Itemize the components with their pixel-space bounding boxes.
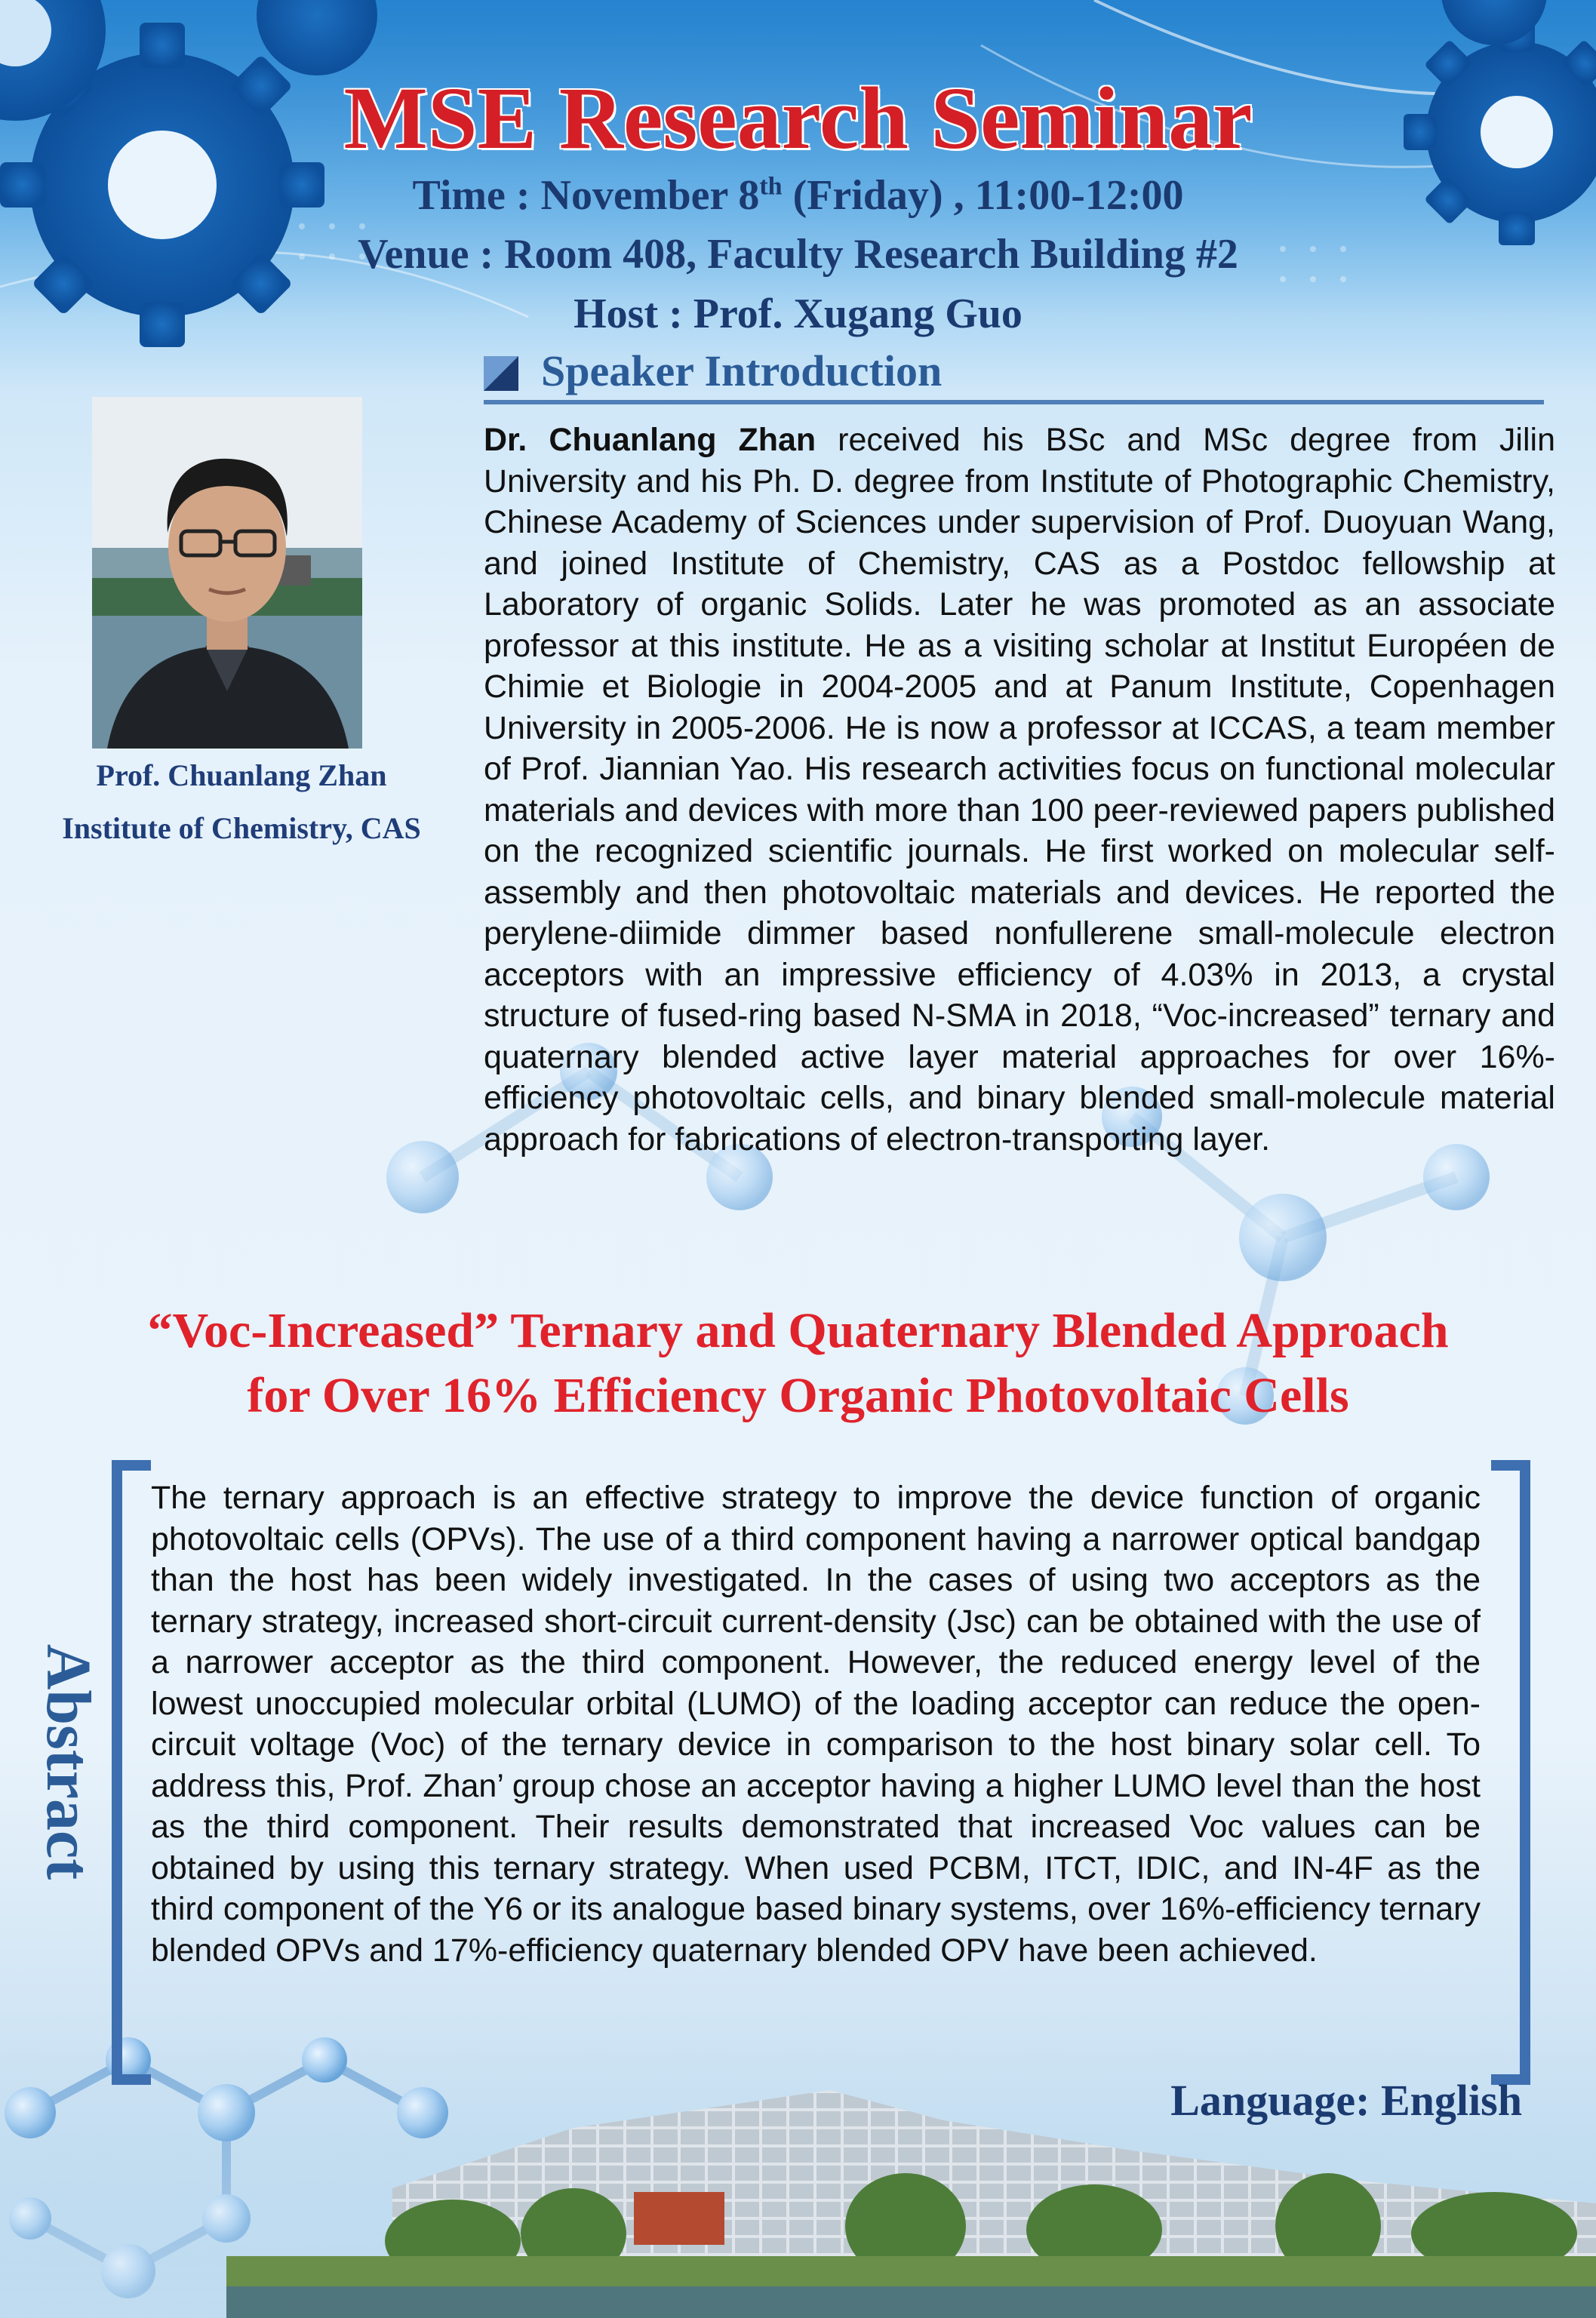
talk-title-line-2: for Over 16% Efficiency Organic Photovoltaic Cells xyxy=(247,1368,1349,1423)
speaker-name-caption: Prof. Chuanlang Zhan xyxy=(96,758,387,792)
time-superscript: th xyxy=(759,172,783,201)
time-label: Time : November 8 xyxy=(412,172,760,219)
talk-title-line-1: “Voc-Increased” Ternary and Quaternary Blended Approach xyxy=(147,1303,1449,1358)
speaker-section-header xyxy=(484,341,1544,401)
speaker-affiliation-caption: Institute of Chemistry, CAS xyxy=(62,811,421,845)
time-rest: (Friday) , 11:00-12:00 xyxy=(782,172,1184,219)
host-line: Host : Prof. Xugang Guo xyxy=(574,291,1022,337)
abstract-text: The ternary approach is an effective strategy to improve the device function of organic photovoltaic cells (OPVs). The use of a third component having a narrower optical bandgap than the host has been widely investigated. In the cases of using two acceptors as the ternary strategy, increased short-circuit current-density (Jsc) can be obtained with the use of a narrower acceptor as the third component. However, the reduced energy level of the lowest unoccupied molecular orbital (LUMO) of the loading acceptor can reduce the open-circuit voltage (Voc) of the ternary device in comparison to the host binary solar cell. To address this, Prof. Zhan’ group chose an acceptor having a higher LUMO level than the host as the third component. Their results demonstrated that increased Voc values can be obtained by using this ternary strategy. When used PCBM, ITCT, IDIC, and IN-4F as the third component of the Y6 or its analogue based binary systems, over 16%-efficiency ternary blended OPVs and 17%-efficiency quaternary blended OPV have been achieved. xyxy=(151,1480,1481,1969)
speaker-bio xyxy=(484,420,1555,1160)
abstract-bracket-left xyxy=(112,1460,151,2085)
bio-text: received his BSc and MSc degree from Jilin University and his Ph. D. degree from Institute of Photographic Chemistry, Chinese Academy of Sciences under supervision of Prof. Duoyuan Wang, and joined Institute of Chemistry, CAS as a Postdoc fellowship at Laboratory of organic Solids. Later he was promoted as an associate professor at this institute. He as a visiting scholar at Institut Européen de Chimie et Biologie in 2004-2005 and at Panum Institute, Copenhagen University in 2005-2006. He is now a professor at ICCAS, a team member of Prof. Jiannian Yao. His research activities focus on functional molecular materials and devices with more than 100 peer-reviewed papers published on the recognized scientific journals. He first worked on molecular self-assembly and then photovoltaic materials and devices. He reported the perylene-diimide dimmer based nonfullerene small-molecule electron acceptors with an impressive efficiency of 4.03% in 2013, a crystal structure of fused-ring based N-SMA in 2018, “Voc-increased” ternary and quaternary blended active layer material approaches for over 16%-efficiency photovoltaic cells, and binary blended small-molecule material approach for fabrications of electron-transporting layer. xyxy=(484,422,1555,1157)
section-divider xyxy=(484,400,1544,404)
abstract-bracket-right xyxy=(1491,1460,1530,2085)
abstract-label: Abstract xyxy=(33,1643,103,1880)
language-note: Language: English xyxy=(1170,2076,1522,2125)
speaker-portrait-image xyxy=(92,397,362,749)
time-line xyxy=(0,169,1596,222)
section-label: Speaker Introduction xyxy=(541,346,943,395)
section-square-icon xyxy=(484,356,518,391)
poster-title: MSE Research Seminar xyxy=(343,69,1253,168)
venue-line: Venue : Room 408, Faculty Research Building #2 xyxy=(358,231,1238,278)
bio-name: Dr. Chuanlang Zhan xyxy=(484,422,816,458)
speaker-photo xyxy=(92,397,362,749)
